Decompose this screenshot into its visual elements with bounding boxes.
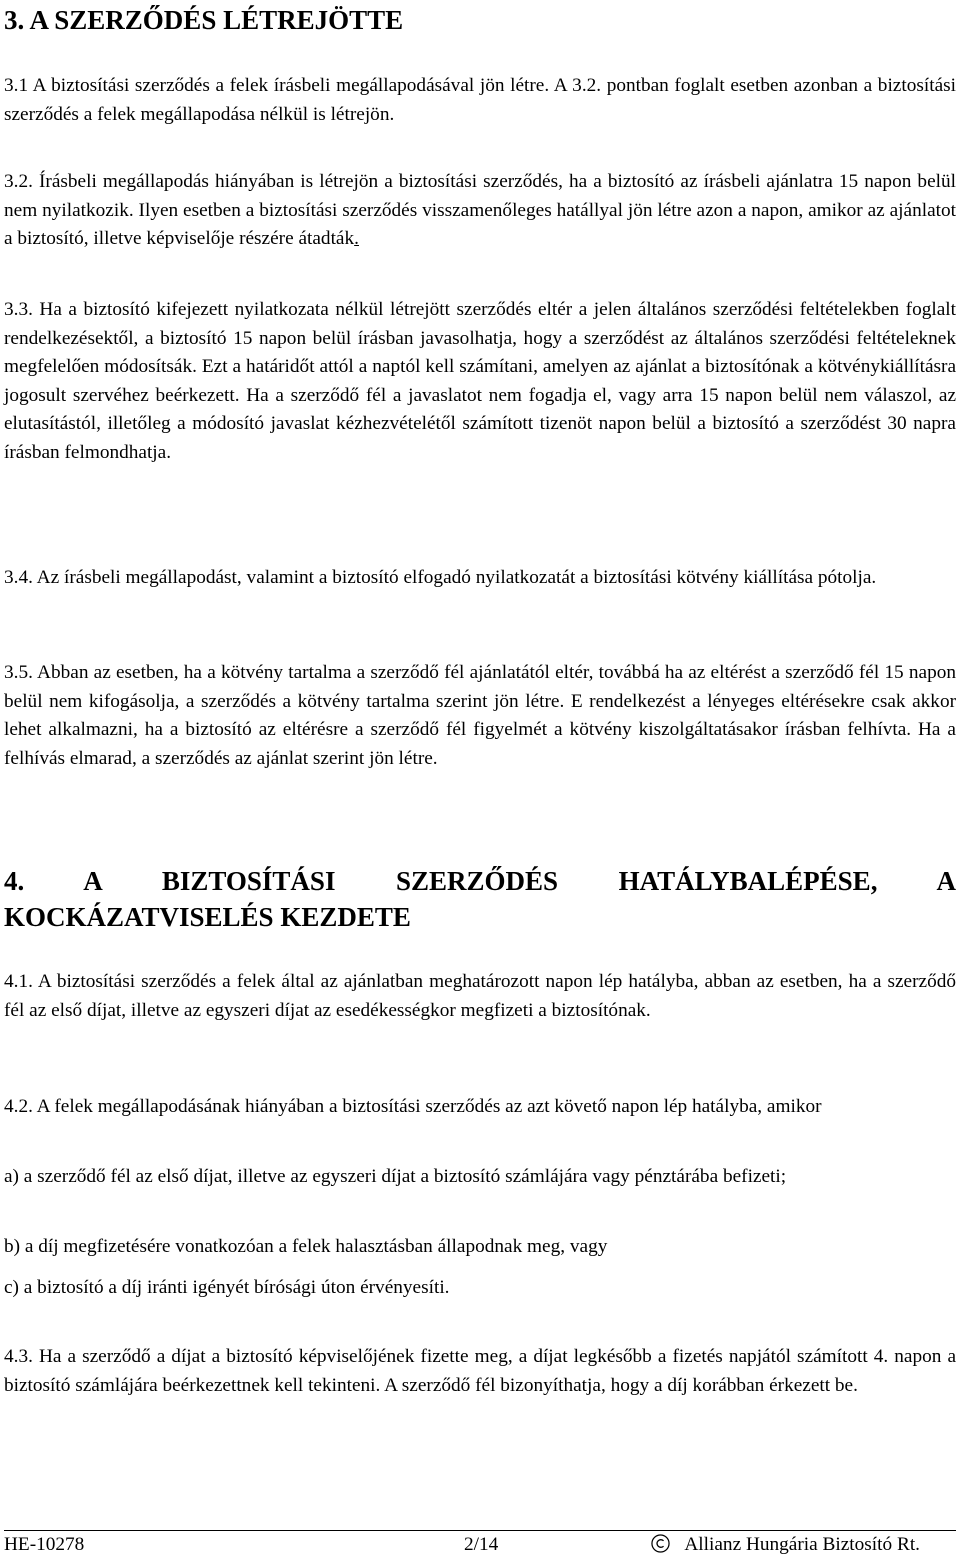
paragraph-3-5: 3.5. Abban az esetben, ha a kötvény tartalma a szerződő fél ajánlatától eltér, továbbá ha az eltérést a szerződő fél 15 napon belül nem kifogásolja, a szerződés a kötvény tartalma szerint jön létre. E rendelkezést a lényeges eltérésekre csak akkor lehet alkalmazni, ha a biztosító az eltérésre a szerződő fél figyelmét a kötvény kiszolgáltatásakor írásban felhívta. Ha a felhívás elmarad, a szerződés az ajánlat szerint jön létre. bbox=[4, 662, 956, 769]
copyright-icon bbox=[651, 1534, 670, 1553]
section-4-title bbox=[4, 863, 956, 935]
paragraph-3-2-end: . bbox=[354, 228, 359, 249]
list-item-c: c) a biztosító a díj iránti igényét bírósági úton érvényesíti. bbox=[4, 1277, 450, 1298]
paragraph-4-2: 4.2. A felek megállapodásának hiányában a biztosítási szerződés az azt követő napon lép hatályba, amikor bbox=[4, 1096, 822, 1117]
paragraph-3-3: 3.3. Ha a biztosító kifejezett nyilatkozata nélkül létrejött szerződés eltér a jelen általános szerződési feltételekben foglalt rendelkezésektől, a biztosító 15 napon belül írásban javasolhatja, hogy a szerződést az általános szerződési feltételeknek megfelelően módosítsák. Ezt a határidőt attól a naptól kell számítani, amelyen az ajánlat a biztosítónak a kötvénykiállításra jogosult szervéhez beérkezett. Ha a szerződő fél a javaslatot nem fogadja el, vagy arra 15 napon belül nem válaszol, az elutasítástól, illetőleg a módosító javaslat kézhezvételétől számított tizenöt napon belül a biztosító a szerződést 30 napra írásban felmondhatja. bbox=[4, 299, 956, 463]
footer-company-name: Allianz Hungária Biztosító Rt. bbox=[684, 1534, 920, 1555]
footer-company bbox=[651, 1532, 920, 1558]
list-item-b: b) a díj megfizetésére vonatkozóan a felek halasztásban állapodnak meg, vagy bbox=[4, 1236, 608, 1257]
section-4-title-line-1: 4. A BIZTOSÍTÁSI SZERZŐDÉS HATÁLYBALÉPÉSE, A bbox=[4, 866, 956, 896]
section-4-title-line-2: KOCKÁZATVISELÉS KEZDETE bbox=[4, 902, 411, 932]
page-footer bbox=[4, 1530, 956, 1559]
paragraph-3-2-text: 3.2. Írásbeli megállapodás hiányában is létrejön a biztosítási szerződés, ha a biztosító az írásbeli ajánlatra 15 napon belül nem nyilatkozik. Ilyen esetben a biztosítási szerződés visszamenőleges hatállyal jön létre azon a napon, amikor az ajánlatot a biztosító, illetve képviselője részére átadták bbox=[4, 171, 956, 249]
paragraph-3-2 bbox=[4, 168, 956, 254]
footer-page-number: 2/14 bbox=[464, 1534, 499, 1555]
document-page bbox=[4, 0, 956, 1561]
section-3-title: 3. A SZERZŐDÉS LÉTREJÖTTE bbox=[4, 5, 404, 35]
paragraph-3-1: 3.1 A biztosítási szerződés a felek írásbeli megállapodásával jön létre. A 3.2. pontban foglalt esetben azonban a biztosítási szerződés a felek megállapodása nélkül is létrejön. bbox=[4, 75, 956, 125]
paragraph-4-1: 4.1. A biztosítási szerződés a felek által az ajánlatban meghatározott napon lép hatályba, abban az esetben, ha a szerződő fél az első díjat, illetve az egyszeri díjat az esedékességkor megfizeti a biztosítónak. bbox=[4, 971, 956, 1021]
list-item-a: a) a szerződő fél az első díjat, illetve az egyszeri díjat a biztosító számlájára vagy pénztárába befizeti; bbox=[4, 1166, 787, 1187]
paragraph-3-4: 3.4. Az írásbeli megállapodást, valamint a biztosító elfogadó nyilatkozatát a biztosítási kötvény kiállítása pótolja. bbox=[4, 567, 877, 588]
footer-doc-code: HE-10278 bbox=[4, 1534, 85, 1555]
paragraph-4-3: 4.3. Ha a szerződő a díjat a biztosító képviselőjének fizette meg, a díjat legkésőbb a fizetés napjától számított 4. napon a biztosító számlájára beérkezettnek kell tekinteni. A szerződő fél bizonyíthatja, hogy a díj korábban érkezett be. bbox=[4, 1346, 956, 1396]
